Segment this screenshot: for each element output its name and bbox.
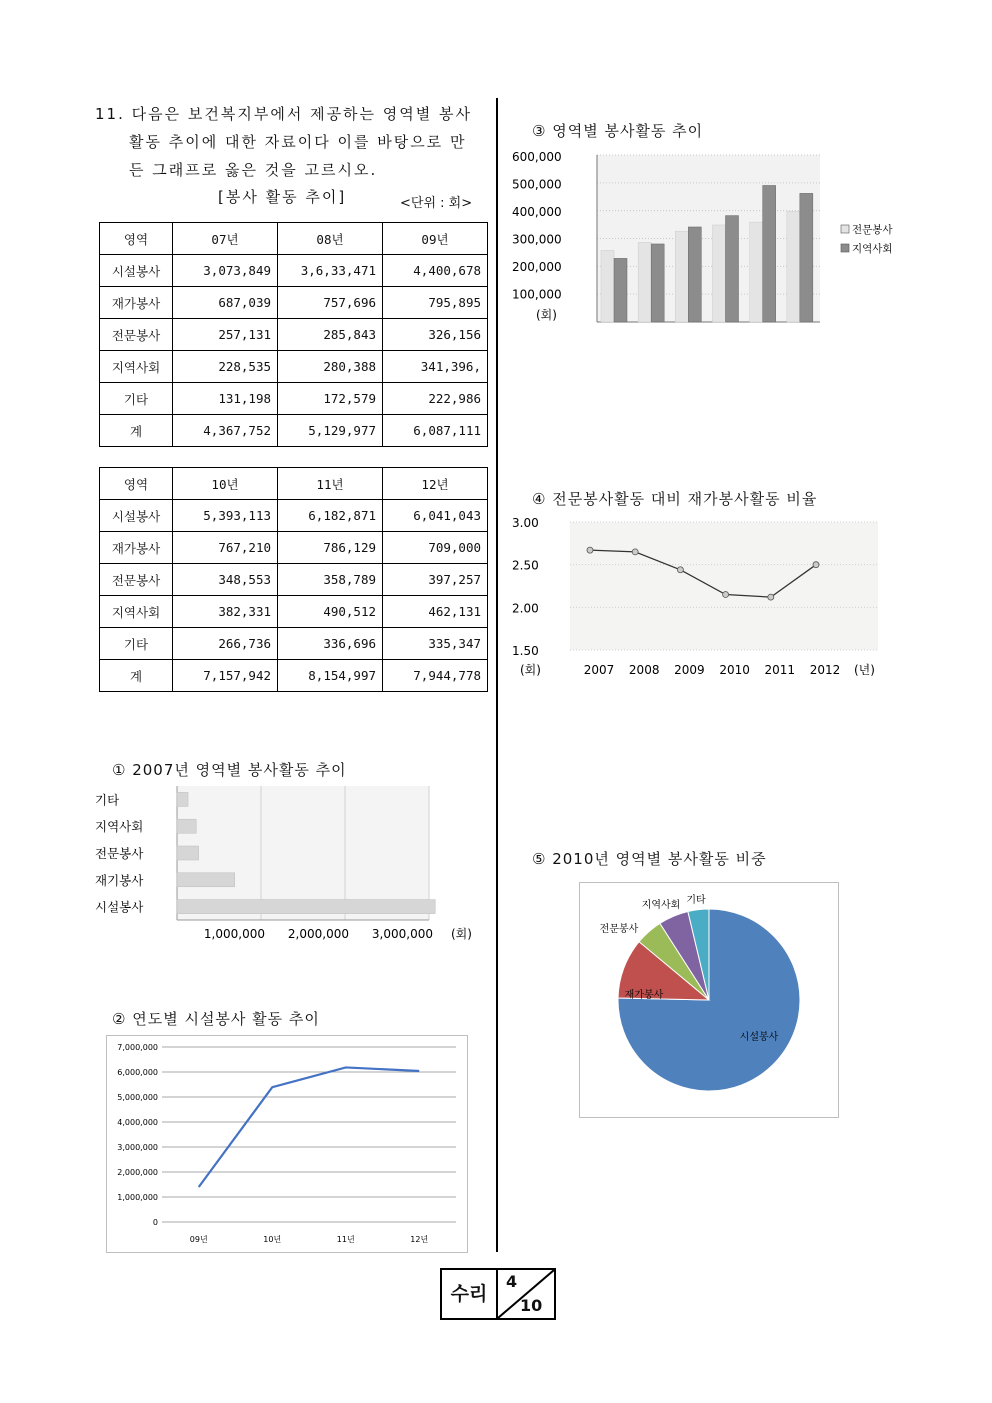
value-cell: 3,073,849 <box>173 255 278 287</box>
bar <box>177 900 435 914</box>
table-header-cell: 11년 <box>278 468 383 500</box>
question-line-2: 활동 추이에 대한 자료이다 이를 바탕으로 만 <box>129 133 467 151</box>
value-cell: 382,331 <box>173 596 278 628</box>
value-cell: 795,895 <box>383 287 488 319</box>
bar <box>763 185 776 322</box>
y-tick-label: 5,000,000 <box>117 1093 158 1102</box>
y-tick-label: 3.00 <box>512 516 539 530</box>
chart-5-pie <box>579 882 839 1118</box>
table-header-cell: 12년 <box>383 468 488 500</box>
value-cell: 266,736 <box>173 628 278 660</box>
y-tick-label: 3,000,000 <box>117 1143 158 1152</box>
slice-label: 지역사회 <box>641 900 681 911</box>
x-tick-label: 2007 <box>583 663 615 677</box>
data-point <box>632 549 638 555</box>
x-tick-label: 09년 <box>189 1235 208 1244</box>
x-tick-label: 11년 <box>336 1235 355 1244</box>
table-header-cell: 09년 <box>383 223 488 255</box>
chart-1-title: ① 2007년 영역별 봉사활동 추이 <box>112 761 347 779</box>
row-label-cell: 시설봉사 <box>100 255 173 287</box>
data-point <box>587 547 593 553</box>
slice-label: 전문봉사 <box>599 924 639 935</box>
data-table-2 <box>99 467 488 692</box>
slice-label: 재가봉사 <box>624 990 664 1001</box>
table-row <box>100 383 488 415</box>
table-title: [봉사 활동 추이] <box>218 188 347 206</box>
y-tick-label: 4,000,000 <box>117 1118 158 1127</box>
table-row <box>100 255 488 287</box>
plot-area <box>570 522 878 650</box>
y-tick-label: 2,000,000 <box>117 1168 158 1177</box>
y-unit-label: (회) <box>536 308 557 322</box>
page-current: 4 <box>506 1272 518 1291</box>
y-unit-label: (회) <box>520 663 541 677</box>
legend-swatch <box>841 244 849 252</box>
value-cell: 5,129,977 <box>278 415 383 447</box>
value-cell: 285,843 <box>278 319 383 351</box>
table-header-cell: 10년 <box>173 468 278 500</box>
category-label: 전문봉사 <box>95 846 144 861</box>
y-tick-label: 0 <box>152 1218 158 1227</box>
value-cell: 222,986 <box>383 383 488 415</box>
chart-2-line <box>106 1035 468 1253</box>
bar <box>713 225 726 322</box>
value-cell: 6,041,043 <box>383 500 488 532</box>
table-row <box>100 415 488 447</box>
bar <box>601 250 614 322</box>
bar <box>614 258 627 322</box>
value-cell: 6,182,871 <box>278 500 383 532</box>
table-row <box>100 532 488 564</box>
x-unit-label: (회) <box>451 927 472 941</box>
value-cell: 335,347 <box>383 628 488 660</box>
row-label-cell: 재가봉사 <box>100 532 173 564</box>
bar <box>638 242 651 322</box>
x-tick-label: 1,000,000 <box>203 927 265 941</box>
table-row <box>100 500 488 532</box>
x-tick-label: 2009 <box>674 663 705 677</box>
bar <box>177 792 188 806</box>
category-label: 기타 <box>95 792 120 808</box>
bar <box>800 193 813 322</box>
table-row <box>100 596 488 628</box>
y-tick-label: 600,000 <box>512 150 562 164</box>
bar <box>177 819 196 833</box>
legend-label: 지역사회 <box>852 243 893 255</box>
x-unit-label: (년) <box>854 663 875 677</box>
value-cell: 4,400,678 <box>383 255 488 287</box>
subject-label: 수리 <box>442 1270 498 1318</box>
legend-swatch <box>841 225 849 233</box>
table-header-cell: 영역 <box>100 468 173 500</box>
table-header-cell: 07년 <box>173 223 278 255</box>
bar <box>688 227 701 322</box>
value-cell: 7,944,778 <box>383 660 488 692</box>
y-tick-label: 7,000,000 <box>117 1043 158 1052</box>
y-tick-label: 2.50 <box>512 558 539 573</box>
chart-3-title: ③ 영역별 봉사활동 추이 <box>532 122 704 140</box>
bar <box>726 216 739 322</box>
y-tick-label: 100,000 <box>512 287 562 302</box>
data-table-1 <box>99 222 488 447</box>
question-number: 11. <box>95 105 125 123</box>
chart-2-title: ② 연도별 시설봉사 활동 추이 <box>112 1010 320 1028</box>
value-cell: 8,154,997 <box>278 660 383 692</box>
x-tick-label: 12년 <box>410 1235 429 1244</box>
row-label-cell: 지역사회 <box>100 596 173 628</box>
table-row <box>100 628 488 660</box>
bar <box>177 846 199 860</box>
slice-label: 시설봉사 <box>739 1032 779 1043</box>
table-header-cell: 08년 <box>278 223 383 255</box>
chart-frame <box>107 1036 468 1253</box>
column-divider <box>496 98 498 1252</box>
value-cell: 341,396, <box>383 351 488 383</box>
value-cell: 3,6,33,471 <box>278 255 383 287</box>
value-cell: 172,579 <box>278 383 383 415</box>
x-tick-label: 2010 <box>719 663 750 677</box>
table-header-row <box>100 468 488 500</box>
value-cell: 7,157,942 <box>173 660 278 692</box>
y-tick-label: 2.00 <box>512 601 539 616</box>
y-tick-label: 1,000,000 <box>117 1193 158 1202</box>
table-row <box>100 287 488 319</box>
value-cell: 490,512 <box>278 596 383 628</box>
bar <box>177 873 235 887</box>
row-label-cell: 계 <box>100 660 173 692</box>
data-point <box>723 592 729 598</box>
value-cell: 709,000 <box>383 532 488 564</box>
x-tick-label: 3,000,000 <box>371 927 433 941</box>
value-cell: 358,789 <box>278 564 383 596</box>
value-cell: 228,535 <box>173 351 278 383</box>
category-label: 시설봉사 <box>95 899 144 915</box>
value-cell: 336,696 <box>278 628 383 660</box>
table-row <box>100 564 488 596</box>
table-row <box>100 351 488 383</box>
table-row <box>100 660 488 692</box>
row-label-cell: 지역사회 <box>100 351 173 383</box>
x-tick-label: 2,000,000 <box>287 927 349 941</box>
bar <box>750 222 763 322</box>
y-tick-label: 6,000,000 <box>117 1068 158 1077</box>
chart-1-horizontal-bar <box>85 780 485 945</box>
data-point <box>768 594 774 600</box>
value-cell: 786,129 <box>278 532 383 564</box>
question-text <box>95 100 485 184</box>
row-label-cell: 시설봉사 <box>100 500 173 532</box>
chart-3-grouped-bar <box>510 145 905 330</box>
x-tick-label: 2012 <box>809 663 841 677</box>
legend-label: 전문봉사 <box>852 224 893 236</box>
table-header-row <box>100 223 488 255</box>
row-label-cell: 기타 <box>100 628 173 660</box>
value-cell: 5,393,113 <box>173 500 278 532</box>
bar <box>651 244 664 322</box>
value-cell: 462,131 <box>383 596 488 628</box>
row-label-cell: 전문봉사 <box>100 564 173 596</box>
x-tick-label: 2011 <box>764 663 796 677</box>
chart-5-title: ⑤ 2010년 영역별 봉사활동 비중 <box>532 850 767 868</box>
x-tick-label: 2008 <box>628 663 660 677</box>
bar <box>787 211 800 322</box>
y-tick-label: 400,000 <box>512 205 562 219</box>
y-tick-label: 1.50 <box>512 644 539 658</box>
row-label-cell: 기타 <box>100 383 173 415</box>
slice-label: 기타 <box>686 895 706 906</box>
table-header-cell: 영역 <box>100 223 173 255</box>
y-tick-label: 200,000 <box>512 260 562 274</box>
row-label-cell: 계 <box>100 415 173 447</box>
y-tick-label: 500,000 <box>512 177 562 192</box>
data-point <box>813 562 819 568</box>
bar <box>675 231 688 322</box>
data-point <box>677 567 683 573</box>
table-row <box>100 319 488 351</box>
page-number-box <box>440 1268 556 1320</box>
row-label-cell: 전문봉사 <box>100 319 173 351</box>
category-label: 지역사회 <box>95 819 144 835</box>
value-cell: 326,156 <box>383 319 488 351</box>
value-cell: 4,367,752 <box>173 415 278 447</box>
value-cell: 397,257 <box>383 564 488 596</box>
value-cell: 767,210 <box>173 532 278 564</box>
row-label-cell: 재가봉사 <box>100 287 173 319</box>
value-cell: 257,131 <box>173 319 278 351</box>
value-cell: 757,696 <box>278 287 383 319</box>
category-label: 재기봉사 <box>95 872 144 888</box>
value-cell: 280,388 <box>278 351 383 383</box>
page-total: 10 <box>520 1296 543 1315</box>
question-line-1: 다음은 보건복지부에서 제공하는 영역별 봉사 <box>131 105 473 123</box>
x-tick-label: 10년 <box>263 1235 282 1244</box>
chart-4-line <box>510 512 885 682</box>
y-tick-label: 300,000 <box>512 232 562 247</box>
value-cell: 131,198 <box>173 383 278 415</box>
value-cell: 687,039 <box>173 287 278 319</box>
value-cell: 348,553 <box>173 564 278 596</box>
chart-4-title: ④ 전문봉사활동 대비 재가봉사활동 비율 <box>532 490 818 508</box>
question-line-3: 든 그래프로 옳은 것을 고르시오. <box>129 161 378 179</box>
unit-label: <단위 : 회> <box>400 196 473 211</box>
value-cell: 6,087,111 <box>383 415 488 447</box>
